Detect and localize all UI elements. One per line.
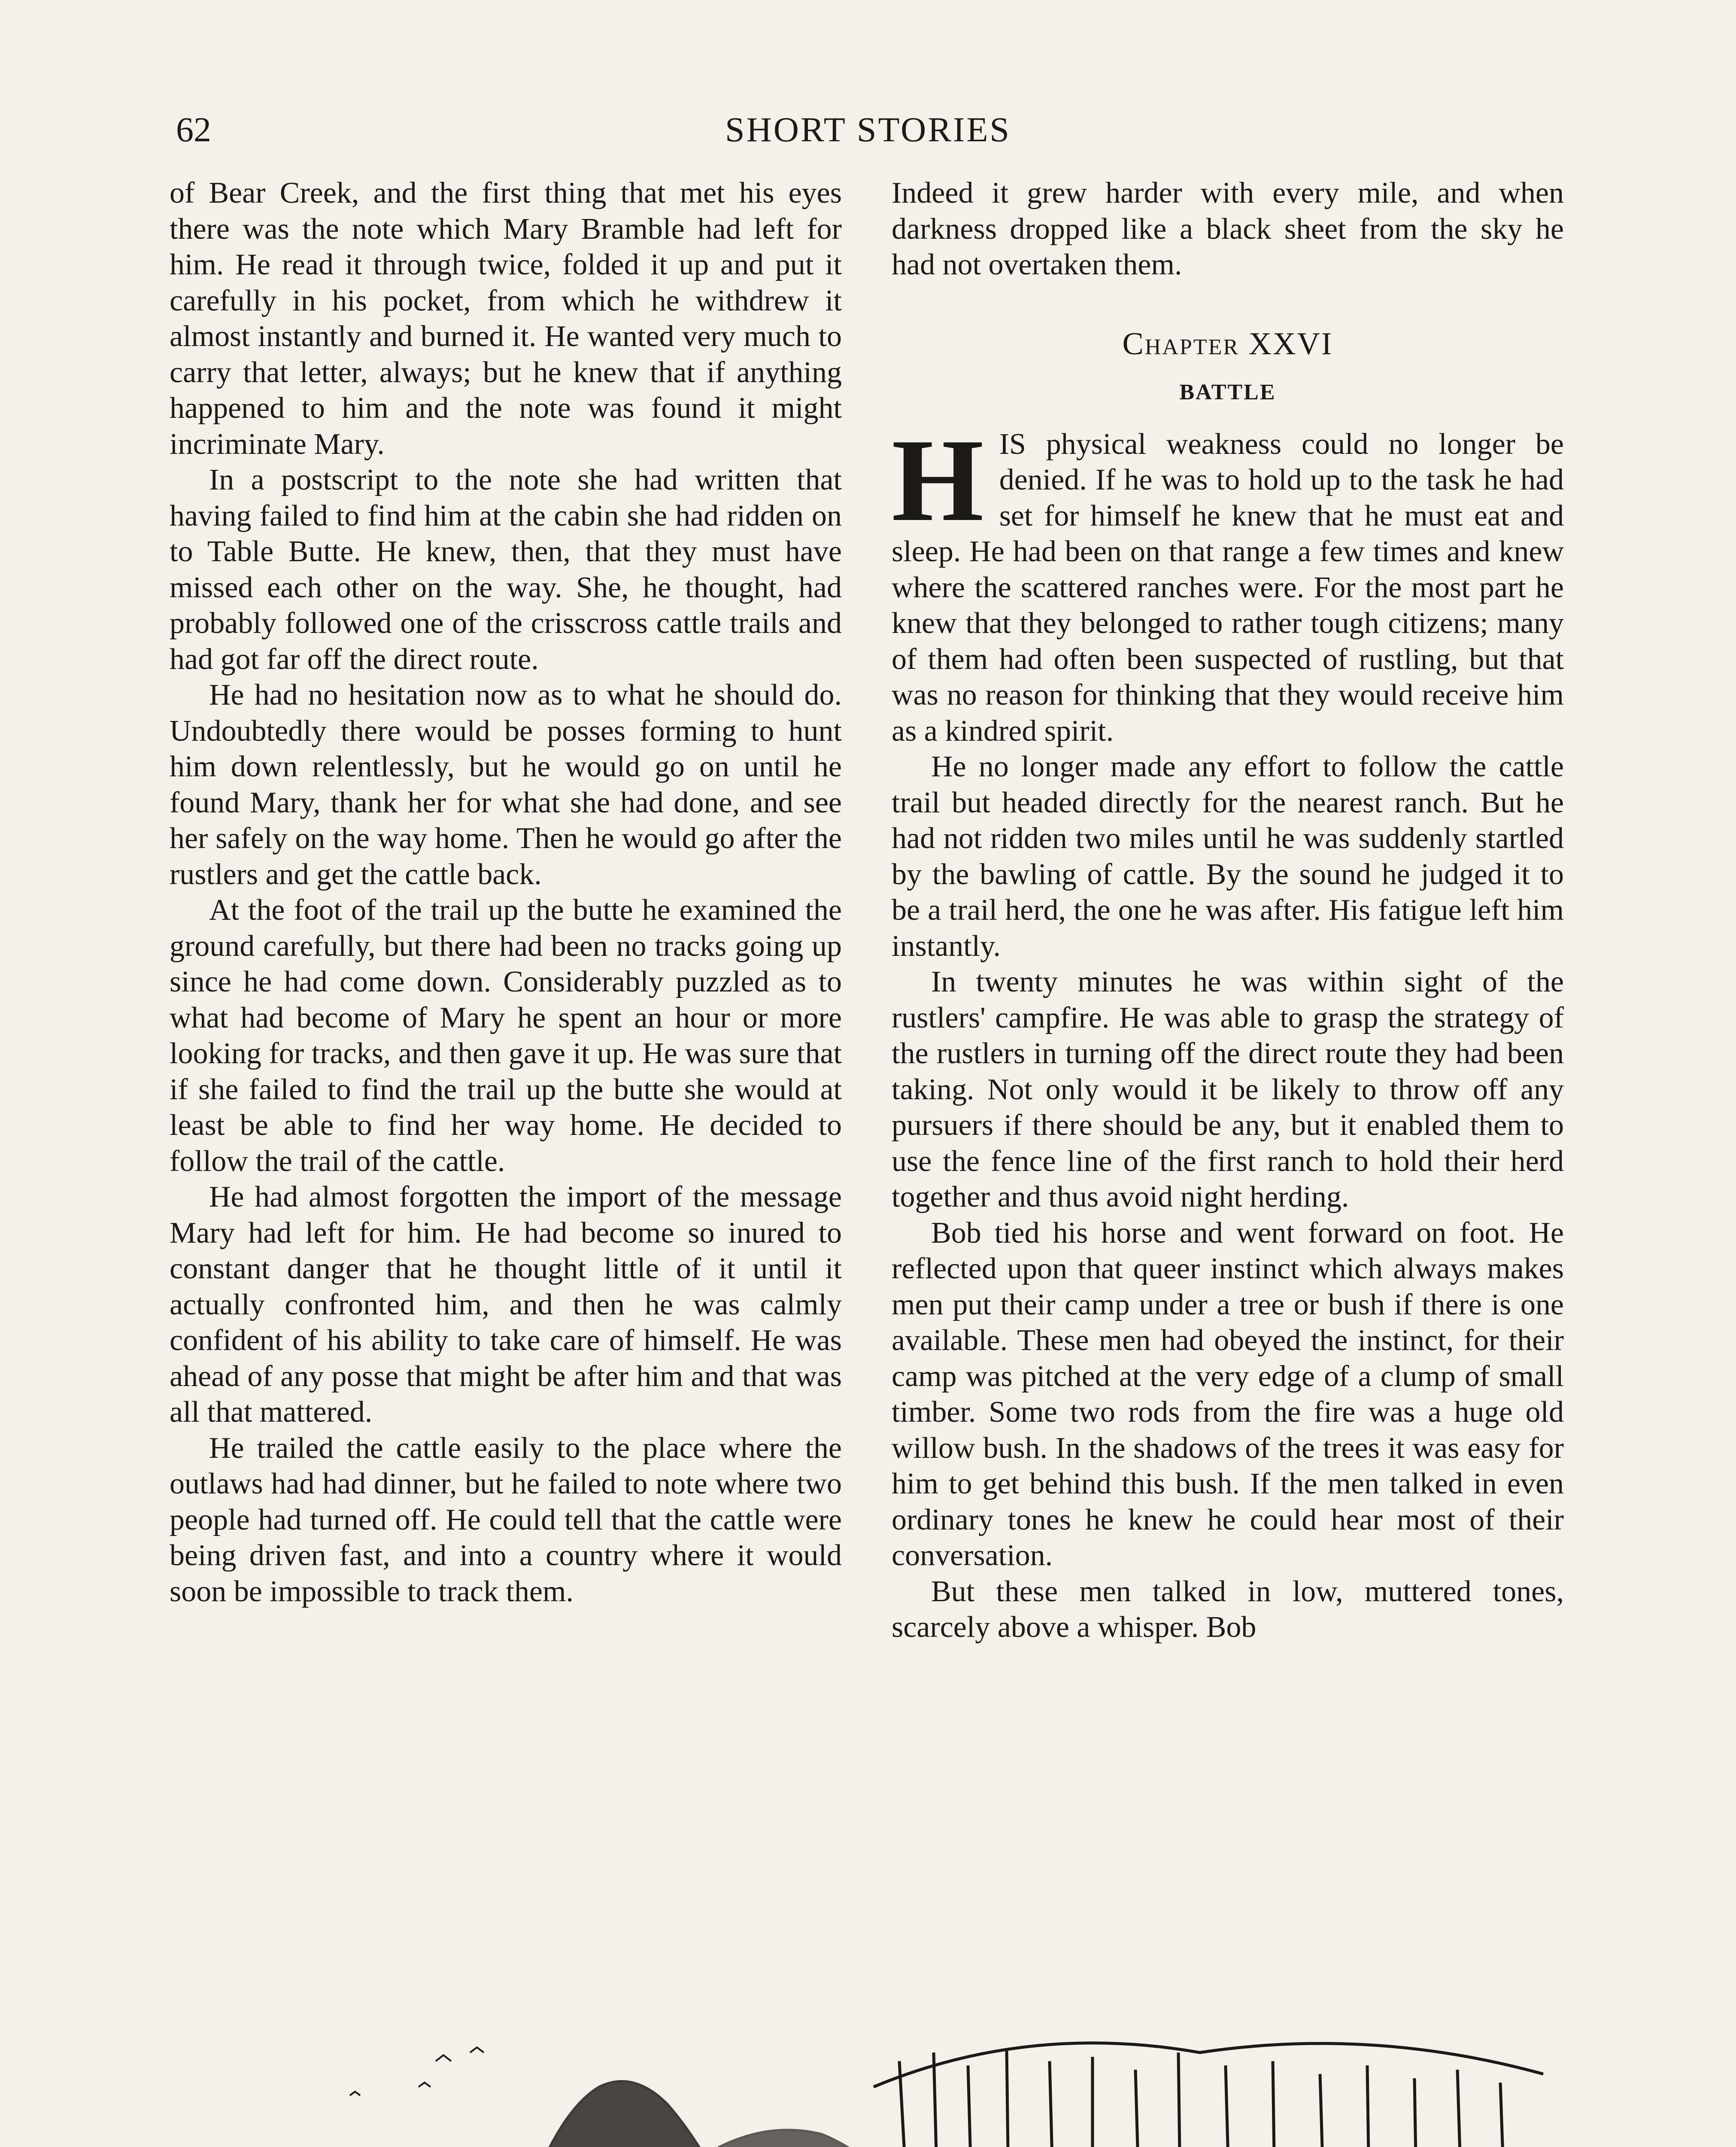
paragraph: Indeed it grew harder with every mile, and when darkness dropped like a black sheet from the sky he had not overtaken them. [892, 176, 1564, 281]
paragraph-text: IS physical weakness could no longer be denied. If he was to hold up to the task he had set for himself he knew that he must eat and sleep. He had been on that range a few times and knew where the scattered ranches were. For the most part he knew that they belonged to rather tough citizens; many of them had often been suspected of rustling, but that was no reason for thinking that they would receive him as a kindred spirit. [892, 427, 1564, 748]
running-head: SHORT STORIES [725, 110, 1011, 149]
paragraph: In a postscript to the note she had written that having failed to find him at the cabin she had ridden on to Table Butte. He knew, then, that they must have missed each other on the way. She, he thought, had probably followed one of the crisscross cattle trails and had got far off the direct route. [170, 463, 842, 676]
cattle-drive-illustration [170, 2035, 1565, 2147]
paragraph [892, 414, 1564, 749]
forest-trees [874, 2043, 1543, 2147]
paragraph: Bob tied his horse and went forward on foot. He reflected upon that queer instinct which always makes men put their camp under a tree or bush if there is one available. These men had obeyed the instinct, for their camp was pitched at the very edge of a clump of small timber. Some two rods from the fire was a huge old willow bush. In the shadows of the trees it was easy for him to get behind this bush. If the men talked in even ordinary tones he knew he could hear most of their conversation. [892, 1216, 1564, 1572]
chapter-number: XXVI [1248, 326, 1333, 362]
paragraph: He had no hesitation now as to what he should do. Undoubtedly there would be posses forming to hunt him down relentlessly, but he would go on until he found Mary, thank her for what she had done, and see her safely on the way home. Then he would go after the rustlers and get the cattle back. [170, 678, 842, 891]
page-number: 62 [176, 110, 211, 149]
paragraph: In twenty minutes he was within sight of the rustlers' campfire. He was able to grasp the strategy of the rustlers in turning off the direct route they had been taking. Not only would it be likely to throw off any pursuers if there should be any, but it enabled them to use the fence line of the first ranch to hold their herd together and thus avoid night herding. [892, 965, 1564, 1213]
paragraph: He no longer made any effort to follow the cattle trail but headed directly for the nearest ranch. But he had not ridden two miles until he was suddenly startled by the bawling of cattle. By the sound he judged it to be a trail herd, the one he was after. His fatigue left him instantly. [892, 750, 1564, 963]
chapter-title: BATTLE [1179, 380, 1276, 404]
drop-cap: H [892, 414, 984, 546]
paragraph: He had almost forgotten the import of the message Mary had left for him. He had become so inured to constant danger that he thought little of it until it actually confronted him, and then he was calmly confident of his ability to take care of himself. He was ahead of any posse that might be after him and that was all that mattered. [170, 1180, 842, 1429]
paragraph: But these men talked in low, muttered tones, scarcely above a whisper. Bob [892, 1575, 1564, 1644]
chapter-word: Chapter [1122, 326, 1240, 362]
right-column [892, 175, 1564, 1645]
left-column [170, 175, 842, 1609]
paragraph: of Bear Creek, and the first thing that met his eyes there was the note which Mary Bramble had left for him. He read it through twice, folded it up and put it carefully in his pocket, from which he withdrew it almost instantly and burned it. He wanted very much to carry that letter, always; but he knew that if anything happened to him and the note was found it might incriminate Mary. [170, 176, 842, 461]
chapter-heading [892, 326, 1564, 362]
paragraph: He trailed the cattle easily to the place where the outlaws had had dinner, but he failed to note where two people had turned off. He could tell that the cattle were being driven fast, and into a country where it would soon be impossible to track them. [170, 1431, 842, 1608]
paragraph: At the foot of the trail up the butte he examined the ground carefully, but there had been no tracks going up since he had come down. Considerably puzzled as to what had become of Mary he spent an hour or more looking for tracks, and then gave it up. He was sure that if she failed to find the trail up the butte she would at least be able to find her way home. He decided to follow the trail of the cattle. [170, 894, 842, 1178]
birds [350, 2047, 484, 2095]
rock-outcrop [522, 2081, 899, 2147]
